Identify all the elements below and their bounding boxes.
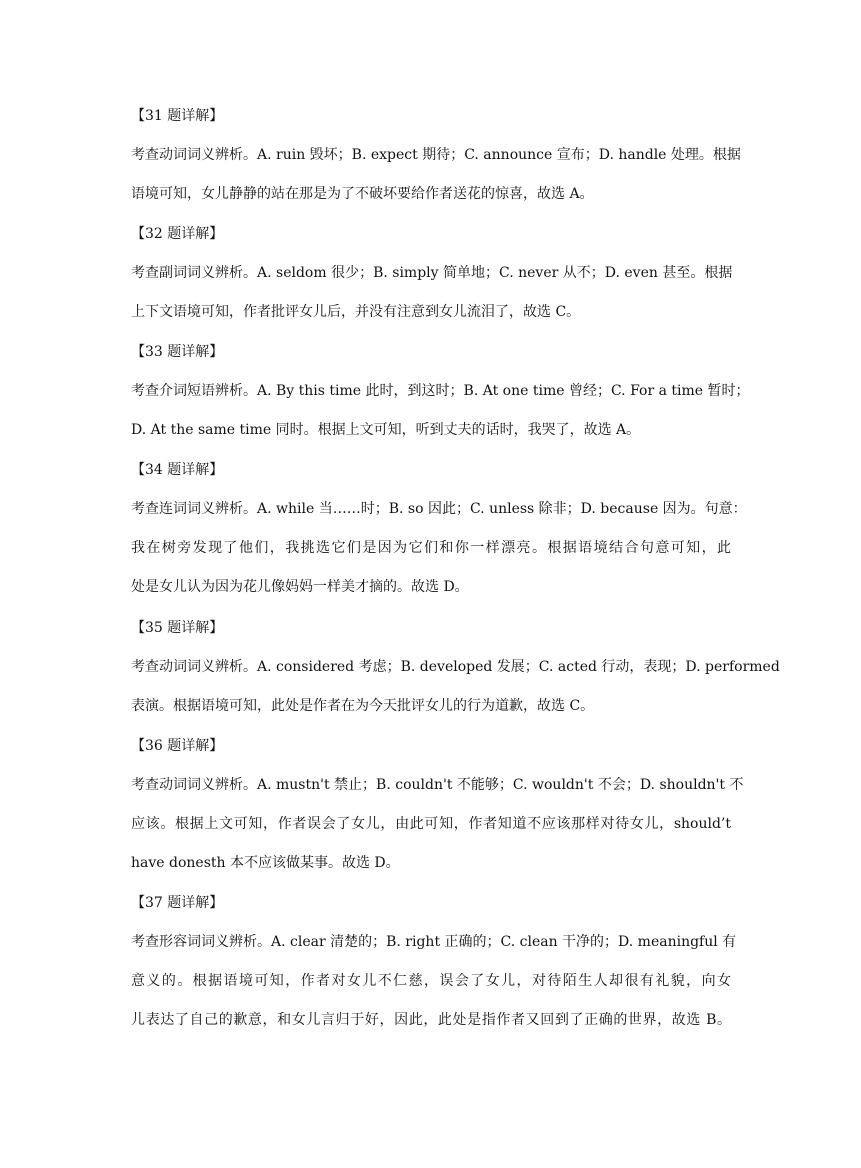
body-line: 考查动词词义辨析。A. mustn't 禁止；B. couldn't 不能够；C. wouldn't 不会；D. shouldn't 不 xyxy=(131,777,744,793)
body-line: 考查形容词词义辨析。A. clear 清楚的；B. right 正确的；C. clean 干净的；D. meaningful 有 xyxy=(131,934,737,950)
explanation-body-35 xyxy=(131,657,780,677)
explanation-section-35 xyxy=(131,618,731,638)
body-line: have donesth 本不应该做某事。故选 D。 xyxy=(131,855,400,871)
explanation-section-31 xyxy=(131,106,731,126)
explanation-section-33 xyxy=(131,342,731,362)
explanation-body-32 xyxy=(131,263,731,283)
section-heading: 【36 题详解】 xyxy=(131,738,224,754)
explanation-body-33b xyxy=(131,420,731,440)
body-line: 意义的。根据语境可知，作者对女儿不仁慈，误会了女儿，对待陌生人却很有礼貌，向女 xyxy=(131,973,731,989)
section-heading: 【34 题详解】 xyxy=(131,462,224,478)
explanation-body-31 xyxy=(131,145,741,165)
section-heading: 【32 题详解】 xyxy=(131,226,224,242)
body-line: 儿表达了自己的歉意，和女儿言归于好，因此，此处是指作者又回到了正确的世界，故选 B。 xyxy=(131,1012,731,1028)
body-line: D. At the same time 同时。根据上文可知，听到丈夫的话时，我哭了，故选 A。 xyxy=(131,422,641,438)
explanation-body-35b xyxy=(131,696,731,716)
explanation-body-36c xyxy=(131,853,731,873)
body-line: 考查介词短语辨析。A. By this time 此时，到这时；B. At one time 曾经；C. For a time 暂时； xyxy=(131,383,750,399)
body-line: 表演。根据语境可知，此处是作者在为今天批评女儿的行为道歉，故选 C。 xyxy=(131,698,595,714)
explanation-body-36b xyxy=(131,814,731,834)
explanation-section-34 xyxy=(131,460,731,480)
explanation-section-32 xyxy=(131,224,731,244)
explanation-body-36 xyxy=(131,775,744,795)
body-line: 处是女儿认为因为花儿像妈妈一样美才摘的。故选 D。 xyxy=(131,579,469,595)
section-heading: 【35 题详解】 xyxy=(131,620,224,636)
body-line: 语境可知，女儿静静的站在那是为了不破坏要给作者送花的惊喜，故选 A。 xyxy=(131,186,594,202)
explanation-section-37 xyxy=(131,893,731,913)
explanation-body-37 xyxy=(131,932,737,952)
explanation-body-34b xyxy=(131,538,731,558)
section-heading: 【37 题详解】 xyxy=(131,895,224,911)
body-line: 我在树旁发现了他们，我挑选它们是因为它们和你一样漂亮。根据语境结合句意可知，此 xyxy=(131,540,731,556)
body-line: 上下文语境可知，作者批评女儿后，并没有注意到女儿流泪了，故选 C。 xyxy=(131,304,581,320)
section-heading: 【33 题详解】 xyxy=(131,344,224,360)
explanation-body-37b xyxy=(131,971,731,991)
section-heading: 【31 题详解】 xyxy=(131,108,224,124)
body-line: 考查副词词义辨析。A. seldom 很少；B. simply 简单地；C. never 从不；D. even 甚至。根据 xyxy=(131,265,733,281)
explanation-body-32b xyxy=(131,302,731,322)
body-line: 考查连词词义辨析。A. while 当……时；B. so 因此；C. unless 除非；D. because 因为。句意： xyxy=(131,501,747,517)
explanation-body-34 xyxy=(131,499,747,519)
body-line: 考查动词词义辨析。A. considered 考虑；B. developed 发展；C. acted 行动，表现；D. performed xyxy=(131,659,780,675)
body-line: 考查动词词义辨析。A. ruin 毁坏；B. expect 期待；C. announce 宣布；D. handle 处理。根据 xyxy=(131,147,741,163)
body-line: 应该。根据上文可知，作者误会了女儿，由此可知，作者知道不应该那样对待女儿，should’t xyxy=(131,816,731,832)
explanation-body-34c xyxy=(131,577,731,597)
explanation-body-33 xyxy=(131,381,750,401)
explanation-body-31b xyxy=(131,184,731,204)
explanation-body-37c xyxy=(131,1010,731,1030)
explanation-section-36 xyxy=(131,736,731,756)
